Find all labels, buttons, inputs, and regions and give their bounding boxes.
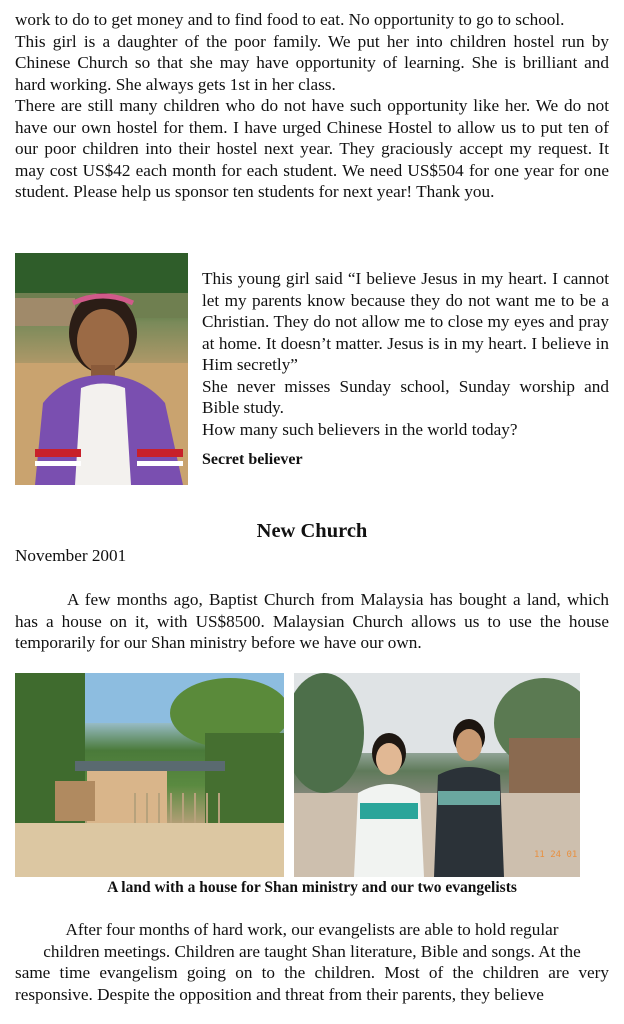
land-paragraph: A few months ago, Baptist Church from Malaysia has bought a land, which has a house on it, with US$8500. Malaysian Church allows us to use the house temporarily for our Shan ministry before we have our own. bbox=[15, 590, 609, 652]
land-house-photo bbox=[15, 673, 284, 877]
girl-line-3: How many such believers in the world today? bbox=[202, 419, 518, 439]
intro-paragraph-3: There are still many children who do not have such opportunity like her. We do not have our own hostel for them. I have urged Chinese Hostel to allow us to put ten of our poor children into their hostel next year. They graciously accept my request. It may cost US$42 each month for each student. We need US$504 for one year for one student. Please help us sponsor ten students for next year! Thank you. bbox=[15, 96, 609, 201]
girl-section bbox=[15, 253, 609, 485]
girl-photo bbox=[15, 253, 188, 485]
photo-date-stamp: 11 24 01 bbox=[534, 850, 578, 860]
section-date: November 2001 bbox=[15, 546, 127, 565]
girl-quote: This young girl said “I believe Jesus in my heart. I cannot let my parents know because they do not want me to be a Christian. They do not allow me to close my eyes and pray at home. It doesn’t matter. Jesus is in my heart. I believe in Him secretly” bbox=[202, 269, 609, 374]
closing-paragraph: same time evangelism going on to the children. Most of the children are very responsive. Despite the opposition and threat from their parents, they believe bbox=[15, 963, 609, 1004]
closing-line-1: After four months of hard work, our evangelists are able to hold regular bbox=[65, 920, 559, 939]
section-heading: New Church bbox=[256, 520, 368, 542]
photos-row bbox=[15, 673, 609, 877]
closing-section bbox=[15, 919, 609, 1005]
intro-paragraph-2: This girl is a daughter of the poor family. We put her into children hostel run by Chinese Church so that she may have opportunity of learning. She is brilliant and hard working. She always gets 1st in her class. bbox=[15, 31, 609, 94]
closing-line-2: children meetings. Children are taught Shan literature, Bible and songs. At the bbox=[43, 941, 581, 961]
girl-caption: Secret believer bbox=[202, 451, 303, 468]
land-paragraph-block bbox=[15, 589, 609, 654]
girl-line-2: She never misses Sunday school, Sunday worship and Bible study. bbox=[202, 376, 609, 417]
intro-paragraph-1: work to do to get money and to find food to eat. No opportunity to go to school. bbox=[15, 10, 565, 29]
photos-caption: A land with a house for Shan ministry and our two evangelists bbox=[107, 879, 517, 896]
intro-section bbox=[15, 9, 609, 203]
girl-text bbox=[202, 268, 609, 471]
evangelists-photo bbox=[294, 673, 580, 877]
